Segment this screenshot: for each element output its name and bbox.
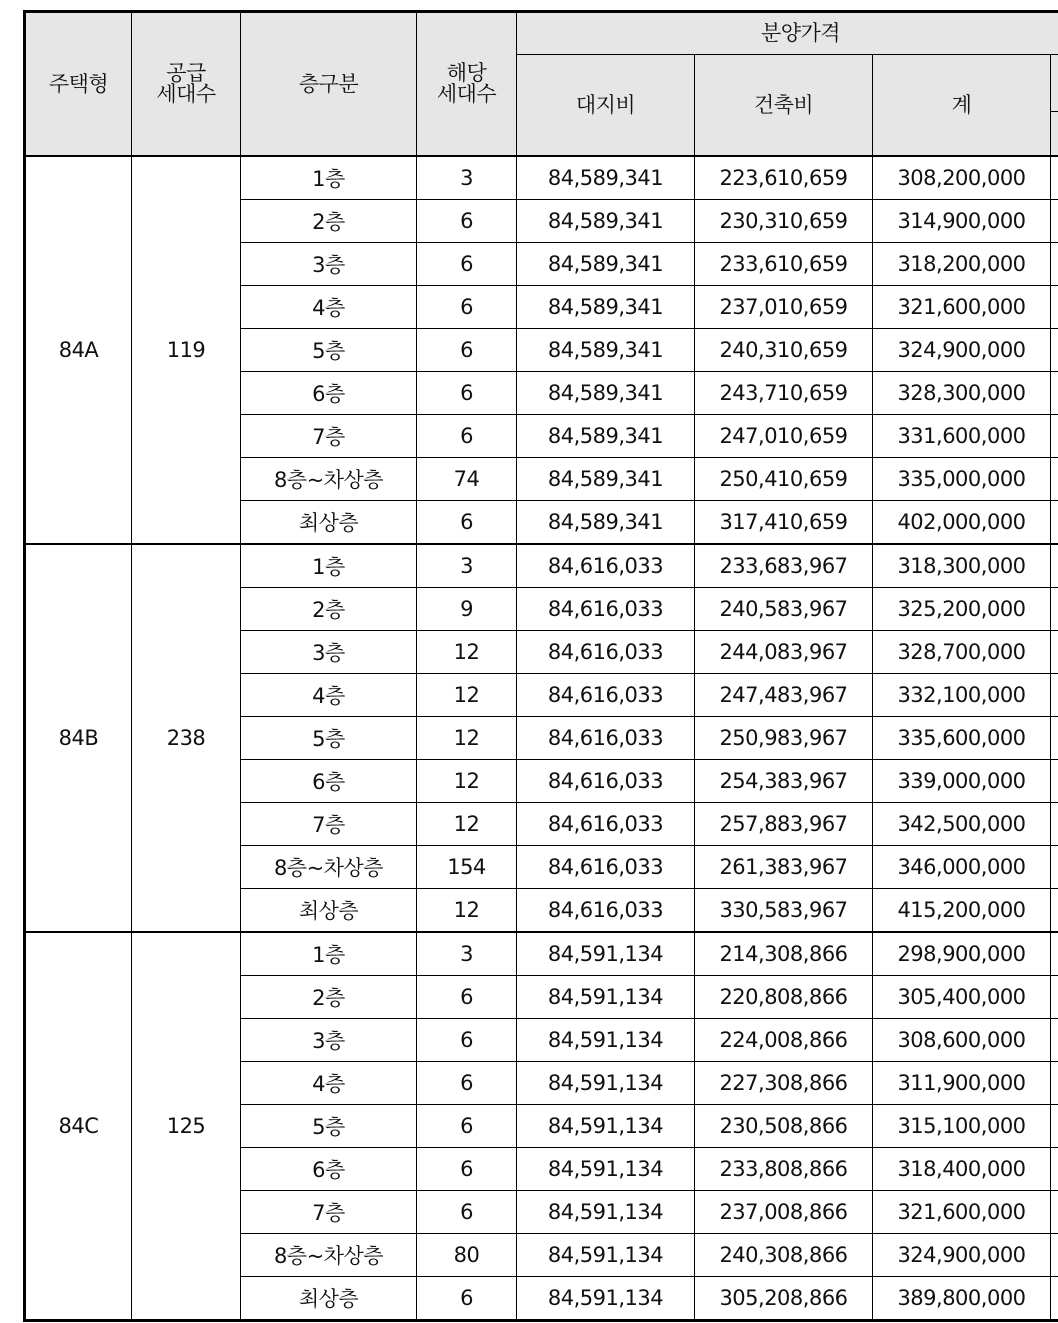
supply-units-cell: 125: [132, 932, 241, 1321]
land-cost-cell: 84,616,033: [517, 846, 695, 889]
total-price-cell: 308,200,000: [873, 156, 1051, 200]
total-price-cell: 331,600,000: [873, 415, 1051, 458]
applicable-units-cell: 6: [417, 286, 517, 329]
construction-cost-cell: 261,383,967: [695, 846, 873, 889]
floor-cell: 8층~차상층: [241, 458, 417, 501]
total-price-cell: 305,400,000: [873, 976, 1051, 1019]
floor-cell: 5층: [241, 1105, 417, 1148]
total-price-cell: 335,000,000: [873, 458, 1051, 501]
land-cost-cell: 84,591,134: [517, 1148, 695, 1191]
cutoff-column-cell: [1051, 1191, 1058, 1234]
floor-cell: 6층: [241, 760, 417, 803]
total-price-cell: 318,200,000: [873, 243, 1051, 286]
header-floor-category: 층구분: [241, 12, 417, 157]
land-cost-cell: 84,591,134: [517, 1062, 695, 1105]
floor-cell: 2층: [241, 200, 417, 243]
construction-cost-cell: 223,610,659: [695, 156, 873, 200]
cutoff-column-cell: [1051, 329, 1058, 372]
floor-cell: 최상층: [241, 889, 417, 933]
floor-cell: 1층: [241, 544, 417, 588]
total-price-cell: 318,300,000: [873, 544, 1051, 588]
total-price-cell: 328,300,000: [873, 372, 1051, 415]
total-price-cell: 321,600,000: [873, 286, 1051, 329]
land-cost-cell: 84,591,134: [517, 1277, 695, 1321]
floor-cell: 4층: [241, 1062, 417, 1105]
header-construction-cost: 건축비: [695, 55, 873, 157]
cutoff-column-cell: [1051, 415, 1058, 458]
construction-cost-cell: 233,808,866: [695, 1148, 873, 1191]
cutoff-column-cell: [1051, 760, 1058, 803]
applicable-units-cell: 6: [417, 976, 517, 1019]
cutoff-column-cell: [1051, 976, 1058, 1019]
applicable-units-cell: 74: [417, 458, 517, 501]
cutoff-column-cell: [1051, 200, 1058, 243]
total-price-cell: 325,200,000: [873, 588, 1051, 631]
cutoff-column-cell: [1051, 501, 1058, 545]
construction-cost-cell: 250,410,659: [695, 458, 873, 501]
total-price-cell: 339,000,000: [873, 760, 1051, 803]
applicable-units-cell: 6: [417, 243, 517, 286]
table-row: [25, 156, 1058, 200]
total-price-cell: 328,700,000: [873, 631, 1051, 674]
floor-cell: 7층: [241, 1191, 417, 1234]
construction-cost-cell: 305,208,866: [695, 1277, 873, 1321]
construction-cost-cell: 254,383,967: [695, 760, 873, 803]
applicable-units-cell: 12: [417, 717, 517, 760]
supply-units-cell: 119: [132, 156, 241, 544]
total-price-cell: 318,400,000: [873, 1148, 1051, 1191]
table-header: [25, 12, 1058, 157]
cutoff-column-cell: [1051, 544, 1058, 588]
applicable-units-cell: 12: [417, 889, 517, 933]
cutoff-column-cell: [1051, 1148, 1058, 1191]
total-price-cell: 342,500,000: [873, 803, 1051, 846]
cutoff-column-cell: [1051, 1277, 1058, 1321]
construction-cost-cell: 317,410,659: [695, 501, 873, 545]
floor-cell: 4층: [241, 674, 417, 717]
total-price-cell: 308,600,000: [873, 1019, 1051, 1062]
cutoff-column-cell: [1051, 1019, 1058, 1062]
land-cost-cell: 84,591,134: [517, 1234, 695, 1277]
construction-cost-cell: 233,683,967: [695, 544, 873, 588]
floor-cell: 최상층: [241, 501, 417, 545]
price-table-frame: [23, 10, 1058, 1322]
header-sale-price-group: 분양가격: [517, 12, 1058, 55]
floor-cell: 2층: [241, 588, 417, 631]
applicable-units-cell: 6: [417, 501, 517, 545]
cutoff-column-cell: [1051, 372, 1058, 415]
construction-cost-cell: 237,008,866: [695, 1191, 873, 1234]
floor-cell: 6층: [241, 372, 417, 415]
header-housing-type: 주택형: [25, 12, 132, 157]
floor-cell: 5층: [241, 329, 417, 372]
applicable-units-cell: 9: [417, 588, 517, 631]
applicable-units-cell: 12: [417, 803, 517, 846]
applicable-units-cell: 3: [417, 156, 517, 200]
construction-cost-cell: 224,008,866: [695, 1019, 873, 1062]
cutoff-column-cell: [1051, 588, 1058, 631]
construction-cost-cell: 240,308,866: [695, 1234, 873, 1277]
floor-cell: 3층: [241, 1019, 417, 1062]
total-price-cell: 314,900,000: [873, 200, 1051, 243]
construction-cost-cell: 247,483,967: [695, 674, 873, 717]
floor-cell: 8층~차상층: [241, 846, 417, 889]
header-applicable-units-line1: 해당: [446, 61, 487, 85]
applicable-units-cell: 6: [417, 1019, 517, 1062]
total-price-cell: 324,900,000: [873, 329, 1051, 372]
total-price-cell: 315,100,000: [873, 1105, 1051, 1148]
land-cost-cell: 84,616,033: [517, 674, 695, 717]
land-cost-cell: 84,591,134: [517, 976, 695, 1019]
header-supply-units-line2: 세대수: [156, 82, 216, 106]
cutoff-column-cell: [1051, 243, 1058, 286]
housing-type-cell: 84A: [25, 156, 132, 544]
construction-cost-cell: 240,310,659: [695, 329, 873, 372]
floor-cell: 4층: [241, 286, 417, 329]
land-cost-cell: 84,589,341: [517, 286, 695, 329]
land-cost-cell: 84,589,341: [517, 329, 695, 372]
construction-cost-cell: 230,310,659: [695, 200, 873, 243]
land-cost-cell: 84,591,134: [517, 1019, 695, 1062]
applicable-units-cell: 6: [417, 1191, 517, 1234]
applicable-units-cell: 154: [417, 846, 517, 889]
total-price-cell: 389,800,000: [873, 1277, 1051, 1321]
applicable-units-cell: 12: [417, 760, 517, 803]
land-cost-cell: 84,589,341: [517, 200, 695, 243]
land-cost-cell: 84,616,033: [517, 717, 695, 760]
floor-cell: 6층: [241, 1148, 417, 1191]
construction-cost-cell: 330,583,967: [695, 889, 873, 933]
applicable-units-cell: 3: [417, 932, 517, 976]
cutoff-column-cell: [1051, 889, 1058, 933]
applicable-units-cell: 3: [417, 544, 517, 588]
land-cost-cell: 84,616,033: [517, 889, 695, 933]
header-cutoff-column: [1051, 55, 1058, 157]
land-cost-cell: 84,589,341: [517, 415, 695, 458]
construction-cost-cell: 257,883,967: [695, 803, 873, 846]
total-price-cell: 298,900,000: [873, 932, 1051, 976]
land-cost-cell: 84,616,033: [517, 803, 695, 846]
housing-type-cell: 84C: [25, 932, 132, 1321]
sale-price-table: [23, 10, 1058, 1322]
floor-cell: 최상층: [241, 1277, 417, 1321]
land-cost-cell: 84,589,341: [517, 243, 695, 286]
land-cost-cell: 84,591,134: [517, 932, 695, 976]
cutoff-column-cell: [1051, 1234, 1058, 1277]
cutoff-column-cell: [1051, 717, 1058, 760]
construction-cost-cell: 243,710,659: [695, 372, 873, 415]
total-price-cell: 311,900,000: [873, 1062, 1051, 1105]
construction-cost-cell: 240,583,967: [695, 588, 873, 631]
construction-cost-cell: 250,983,967: [695, 717, 873, 760]
header-land-cost: 대지비: [517, 55, 695, 157]
supply-units-cell: 238: [132, 544, 241, 932]
applicable-units-cell: 6: [417, 1277, 517, 1321]
applicable-units-cell: 6: [417, 372, 517, 415]
land-cost-cell: 84,616,033: [517, 588, 695, 631]
cutoff-column-cell: [1051, 803, 1058, 846]
header-applicable-units-line2: 세대수: [436, 82, 497, 106]
total-price-cell: 335,600,000: [873, 717, 1051, 760]
floor-cell: 8층~차상층: [241, 1234, 417, 1277]
cutoff-column-cell: [1051, 1062, 1058, 1105]
construction-cost-cell: 220,808,866: [695, 976, 873, 1019]
applicable-units-cell: 6: [417, 1062, 517, 1105]
total-price-cell: 332,100,000: [873, 674, 1051, 717]
construction-cost-cell: 230,508,866: [695, 1105, 873, 1148]
construction-cost-cell: 244,083,967: [695, 631, 873, 674]
applicable-units-cell: 6: [417, 415, 517, 458]
applicable-units-cell: 6: [417, 329, 517, 372]
header-supply-units: [132, 12, 241, 157]
cutoff-column-cell: [1051, 458, 1058, 501]
cutoff-column-cell: [1051, 156, 1058, 200]
floor-cell: 1층: [241, 932, 417, 976]
cutoff-column-cell: [1051, 286, 1058, 329]
land-cost-cell: 84,616,033: [517, 631, 695, 674]
cutoff-column-cell: [1051, 674, 1058, 717]
header-supply-units-line1: 공급: [166, 61, 206, 85]
floor-cell: 1층: [241, 156, 417, 200]
housing-type-cell: 84B: [25, 544, 132, 932]
construction-cost-cell: 227,308,866: [695, 1062, 873, 1105]
table-body: [25, 156, 1058, 1321]
header-applicable-units: [417, 12, 517, 157]
floor-cell: 3층: [241, 243, 417, 286]
land-cost-cell: 84,591,134: [517, 1105, 695, 1148]
construction-cost-cell: 233,610,659: [695, 243, 873, 286]
floor-cell: 7층: [241, 803, 417, 846]
cutoff-column-cell: [1051, 846, 1058, 889]
land-cost-cell: 84,589,341: [517, 372, 695, 415]
construction-cost-cell: 214,308,866: [695, 932, 873, 976]
total-price-cell: 346,000,000: [873, 846, 1051, 889]
construction-cost-cell: 247,010,659: [695, 415, 873, 458]
total-price-cell: 415,200,000: [873, 889, 1051, 933]
cutoff-column-cell: [1051, 1105, 1058, 1148]
applicable-units-cell: 6: [417, 1105, 517, 1148]
header-total: 계: [873, 55, 1051, 157]
floor-cell: 3층: [241, 631, 417, 674]
floor-cell: 5층: [241, 717, 417, 760]
land-cost-cell: 84,616,033: [517, 544, 695, 588]
applicable-units-cell: 80: [417, 1234, 517, 1277]
floor-cell: 7층: [241, 415, 417, 458]
table-row: [25, 932, 1058, 976]
cutoff-column-cell: [1051, 631, 1058, 674]
construction-cost-cell: 237,010,659: [695, 286, 873, 329]
applicable-units-cell: 6: [417, 200, 517, 243]
land-cost-cell: 84,589,341: [517, 156, 695, 200]
land-cost-cell: 84,591,134: [517, 1191, 695, 1234]
land-cost-cell: 84,589,341: [517, 501, 695, 545]
applicable-units-cell: 12: [417, 631, 517, 674]
total-price-cell: 402,000,000: [873, 501, 1051, 545]
applicable-units-cell: 6: [417, 1148, 517, 1191]
total-price-cell: 324,900,000: [873, 1234, 1051, 1277]
total-price-cell: 321,600,000: [873, 1191, 1051, 1234]
applicable-units-cell: 12: [417, 674, 517, 717]
floor-cell: 2층: [241, 976, 417, 1019]
land-cost-cell: 84,589,341: [517, 458, 695, 501]
cutoff-column-cell: [1051, 932, 1058, 976]
table-row: [25, 544, 1058, 588]
land-cost-cell: 84,616,033: [517, 760, 695, 803]
